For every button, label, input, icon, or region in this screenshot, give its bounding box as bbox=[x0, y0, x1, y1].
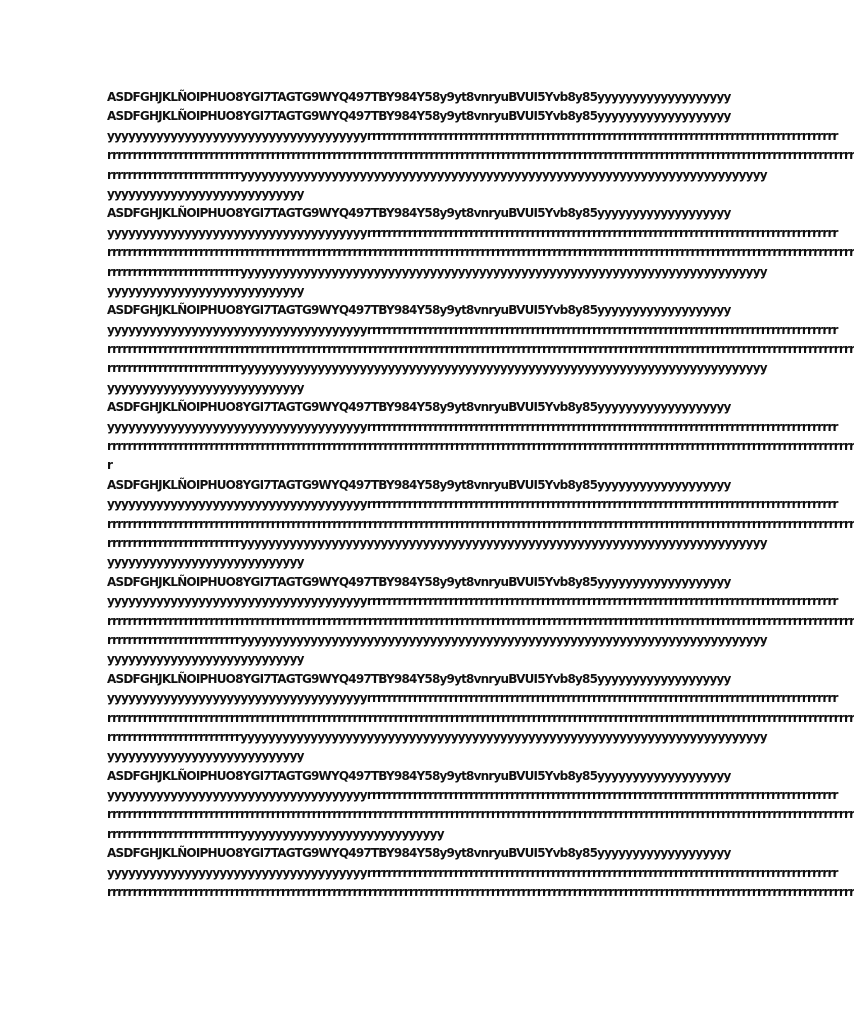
text-line: ASDFGHJKLÑOIPHUO8YGI7TAGTG9WYQ497TBY984Y58y9yt8vnryuBVUI5Yvb8y85yyyyyyyyyyyyyyyyyyy bbox=[107, 477, 731, 492]
text-line: rrrrrrrrrrrrrrrrrrrrrrrrrryyyyyyyyyyyyyyyyyyyyyyyyyyyyy bbox=[107, 826, 444, 841]
text-line: yyyyyyyyyyyyyyyyyyyyyyyyyyyyyyyyyyyyyrrrrrrrrrrrrrrrrrrrrrrrrrrrrrrrrrrrrrrrrrrrrrrrrrrrrrrrrrrrrrrrrrrrrrrrrrrrrrrrrrrrrrrrrrrrr bbox=[107, 865, 838, 880]
text-line: yyyyyyyyyyyyyyyyyyyyyyyyyyyy bbox=[107, 186, 304, 201]
text-line: yyyyyyyyyyyyyyyyyyyyyyyyyyyy bbox=[107, 652, 304, 667]
text-line: r bbox=[107, 458, 113, 473]
text-line: rrrrrrrrrrrrrrrrrrrrrrrrrryyyyyyyyyyyyyyyyyyyyyyyyyyyyyyyyyyyyyyyyyyyyyyyyyyyyyyyyyyyyyyyyyyyyyyyyyyy bbox=[107, 535, 767, 550]
text-line: ASDFGHJKLÑOIPHUO8YGI7TAGTG9WYQ497TBY984Y58y9yt8vnryuBVUI5Yvb8y85yyyyyyyyyyyyyyyyyyy bbox=[107, 206, 731, 221]
text-line: yyyyyyyyyyyyyyyyyyyyyyyyyyyyyyyyyyyyyrrrrrrrrrrrrrrrrrrrrrrrrrrrrrrrrrrrrrrrrrrrrrrrrrrrrrrrrrrrrrrrrrrrrrrrrrrrrrrrrrrrrrrrrrrrr bbox=[107, 225, 838, 240]
text-line: yyyyyyyyyyyyyyyyyyyyyyyyyyyyyyyyyyyyyrrrrrrrrrrrrrrrrrrrrrrrrrrrrrrrrrrrrrrrrrrrrrrrrrrrrrrrrrrrrrrrrrrrrrrrrrrrrrrrrrrrrrrrrrrrr bbox=[107, 322, 838, 337]
text-line: yyyyyyyyyyyyyyyyyyyyyyyyyyyyyyyyyyyyyrrrrrrrrrrrrrrrrrrrrrrrrrrrrrrrrrrrrrrrrrrrrrrrrrrrrrrrrrrrrrrrrrrrrrrrrrrrrrrrrrrrrrrrrrrrr bbox=[107, 497, 838, 512]
text-line: yyyyyyyyyyyyyyyyyyyyyyyyyyyyyyyyyyyyyrrrrrrrrrrrrrrrrrrrrrrrrrrrrrrrrrrrrrrrrrrrrrrrrrrrrrrrrrrrrrrrrrrrrrrrrrrrrrrrrrrrrrrrrrrrr bbox=[107, 691, 838, 706]
text-line: ASDFGHJKLÑOIPHUO8YGI7TAGTG9WYQ497TBY984Y58y9yt8vnryuBVUI5Yvb8y85yyyyyyyyyyyyyyyyyyy bbox=[107, 400, 731, 415]
text-line: rrrrrrrrrrrrrrrrrrrrrrrrrryyyyyyyyyyyyyyyyyyyyyyyyyyyyyyyyyyyyyyyyyyyyyyyyyyyyyyyyyyyyyyyyyyyyyyyyyyy bbox=[107, 729, 767, 744]
text-line: rrrrrrrrrrrrrrrrrrrrrrrrrryyyyyyyyyyyyyyyyyyyyyyyyyyyyyyyyyyyyyyyyyyyyyyyyyyyyyyyyyyyyyyyyyyyyyyyyyyy bbox=[107, 632, 767, 647]
text-line: ASDFGHJKLÑOIPHUO8YGI7TAGTG9WYQ497TBY984Y58y9yt8vnryuBVUI5Yvb8y85yyyyyyyyyyyyyyyyyyy bbox=[107, 303, 731, 318]
text-line: rrrrrrrrrrrrrrrrrrrrrrrrrryyyyyyyyyyyyyyyyyyyyyyyyyyyyyyyyyyyyyyyyyyyyyyyyyyyyyyyyyyyyyyyyyyyyyyyyyyy bbox=[107, 264, 767, 279]
text-line: ASDFGHJKLÑOIPHUO8YGI7TAGTG9WYQ497TBY984Y58y9yt8vnryuBVUI5Yvb8y85yyyyyyyyyyyyyyyyyyy bbox=[107, 90, 731, 104]
text-line: yyyyyyyyyyyyyyyyyyyyyyyyyyyy bbox=[107, 555, 304, 570]
text-line: yyyyyyyyyyyyyyyyyyyyyyyyyyyy bbox=[107, 749, 304, 764]
text-line: yyyyyyyyyyyyyyyyyyyyyyyyyyyyyyyyyyyyyrrrrrrrrrrrrrrrrrrrrrrrrrrrrrrrrrrrrrrrrrrrrrrrrrrrrrrrrrrrrrrrrrrrrrrrrrrrrrrrrrrrrrrrrrrrr bbox=[107, 788, 838, 803]
text-line: yyyyyyyyyyyyyyyyyyyyyyyyyyyy bbox=[107, 380, 304, 395]
text-line: rrrrrrrrrrrrrrrrrrrrrrrrrryyyyyyyyyyyyyyyyyyyyyyyyyyyyyyyyyyyyyyyyyyyyyyyyyyyyyyyyyyyyyyyyyyyyyyyyyyy bbox=[107, 361, 767, 376]
text-line: ASDFGHJKLÑOIPHUO8YGI7TAGTG9WYQ497TBY984Y58y9yt8vnryuBVUI5Yvb8y85yyyyyyyyyyyyyyyyyyy bbox=[107, 109, 731, 124]
text-line: rrrrrrrrrrrrrrrrrrrrrrrrrrrrrrrrrrrrrrrrrrrrrrrrrrrrrrrrrrrrrrrrrrrrrrrrrrrrrrrrrrrrrrrrrrrrrrrrrrrrrrrrrrrrrrrrrrrrrrrrrrrrrrrrrrrrrrrrrrrrrrrrrr bbox=[107, 807, 854, 822]
text-line: rrrrrrrrrrrrrrrrrrrrrrrrrrrrrrrrrrrrrrrrrrrrrrrrrrrrrrrrrrrrrrrrrrrrrrrrrrrrrrrrrrrrrrrrrrrrrrrrrrrrrrrrrrrrrrrrrrrrrrrrrrrrrrrrrrrrrrrrrrrrrrrrrr bbox=[107, 516, 854, 531]
text-line: ASDFGHJKLÑOIPHUO8YGI7TAGTG9WYQ497TBY984Y58y9yt8vnryuBVUI5Yvb8y85yyyyyyyyyyyyyyyyyyy bbox=[107, 768, 731, 783]
text-line: rrrrrrrrrrrrrrrrrrrrrrrrrryyyyyyyyyyyyyyyyyyyyyyyyyyyyyyyyyyyyyyyyyyyyyyyyyyyyyyyyyyyyyyyyyyyyyyyyyyy bbox=[107, 167, 767, 182]
text-line: yyyyyyyyyyyyyyyyyyyyyyyyyyyyyyyyyyyyyrrrrrrrrrrrrrrrrrrrrrrrrrrrrrrrrrrrrrrrrrrrrrrrrrrrrrrrrrrrrrrrrrrrrrrrrrrrrrrrrrrrrrrrrrrrr bbox=[107, 128, 838, 143]
text-line: rrrrrrrrrrrrrrrrrrrrrrrrrrrrrrrrrrrrrrrrrrrrrrrrrrrrrrrrrrrrrrrrrrrrrrrrrrrrrrrrrrrrrrrrrrrrrrrrrrrrrrrrrrrrrrrrrrrrrrrrrrrrrrrrrrrrrrrrrrrrrrrrrr bbox=[107, 710, 854, 725]
text-line: ASDFGHJKLÑOIPHUO8YGI7TAGTG9WYQ497TBY984Y58y9yt8vnryuBVUI5Yvb8y85yyyyyyyyyyyyyyyyyyy bbox=[107, 574, 731, 589]
text-line: rrrrrrrrrrrrrrrrrrrrrrrrrrrrrrrrrrrrrrrrrrrrrrrrrrrrrrrrrrrrrrrrrrrrrrrrrrrrrrrrrrrrrrrrrrrrrrrrrrrrrrrrrrrrrrrrrrrrrrrrrrrrrrrrrrrrrrrrrrrrrrrrrr bbox=[107, 148, 854, 163]
text-line: yyyyyyyyyyyyyyyyyyyyyyyyyyyy bbox=[107, 283, 304, 298]
text-line: rrrrrrrrrrrrrrrrrrrrrrrrrrrrrrrrrrrrrrrrrrrrrrrrrrrrrrrrrrrrrrrrrrrrrrrrrrrrrrrrrrrrrrrrrrrrrrrrrrrrrrrrrrrrrrrrrrrrrrrrrrrrrrrrrrrrrrrrrrrrrrrrrr bbox=[107, 885, 854, 900]
text-line: yyyyyyyyyyyyyyyyyyyyyyyyyyyyyyyyyyyyyrrrrrrrrrrrrrrrrrrrrrrrrrrrrrrrrrrrrrrrrrrrrrrrrrrrrrrrrrrrrrrrrrrrrrrrrrrrrrrrrrrrrrrrrrrrr bbox=[107, 419, 838, 434]
text-line: rrrrrrrrrrrrrrrrrrrrrrrrrrrrrrrrrrrrrrrrrrrrrrrrrrrrrrrrrrrrrrrrrrrrrrrrrrrrrrrrrrrrrrrrrrrrrrrrrrrrrrrrrrrrrrrrrrrrrrrrrrrrrrrrrrrrrrrrrrrrrrrrrr bbox=[107, 245, 854, 260]
text-line: ASDFGHJKLÑOIPHUO8YGI7TAGTG9WYQ497TBY984Y58y9yt8vnryuBVUI5Yvb8y85yyyyyyyyyyyyyyyyyyy bbox=[107, 671, 731, 686]
text-line: yyyyyyyyyyyyyyyyyyyyyyyyyyyyyyyyyyyyyrrrrrrrrrrrrrrrrrrrrrrrrrrrrrrrrrrrrrrrrrrrrrrrrrrrrrrrrrrrrrrrrrrrrrrrrrrrrrrrrrrrrrrrrrrrr bbox=[107, 594, 838, 609]
text-line: rrrrrrrrrrrrrrrrrrrrrrrrrrrrrrrrrrrrrrrrrrrrrrrrrrrrrrrrrrrrrrrrrrrrrrrrrrrrrrrrrrrrrrrrrrrrrrrrrrrrrrrrrrrrrrrrrrrrrrrrrrrrrrrrrrrrrrrrrrrrrrrrrr bbox=[107, 342, 854, 357]
text-line: rrrrrrrrrrrrrrrrrrrrrrrrrrrrrrrrrrrrrrrrrrrrrrrrrrrrrrrrrrrrrrrrrrrrrrrrrrrrrrrrrrrrrrrrrrrrrrrrrrrrrrrrrrrrrrrrrrrrrrrrrrrrrrrrrrrrrrrrrrrrrrrrrr bbox=[107, 613, 854, 628]
document-body bbox=[107, 88, 854, 902]
text-line: rrrrrrrrrrrrrrrrrrrrrrrrrrrrrrrrrrrrrrrrrrrrrrrrrrrrrrrrrrrrrrrrrrrrrrrrrrrrrrrrrrrrrrrrrrrrrrrrrrrrrrrrrrrrrrrrrrrrrrrrrrrrrrrrrrrrrrrrrrrrrrrrrr bbox=[107, 439, 854, 454]
text-line: ASDFGHJKLÑOIPHUO8YGI7TAGTG9WYQ497TBY984Y58y9yt8vnryuBVUI5Yvb8y85yyyyyyyyyyyyyyyyyyy bbox=[107, 846, 731, 861]
